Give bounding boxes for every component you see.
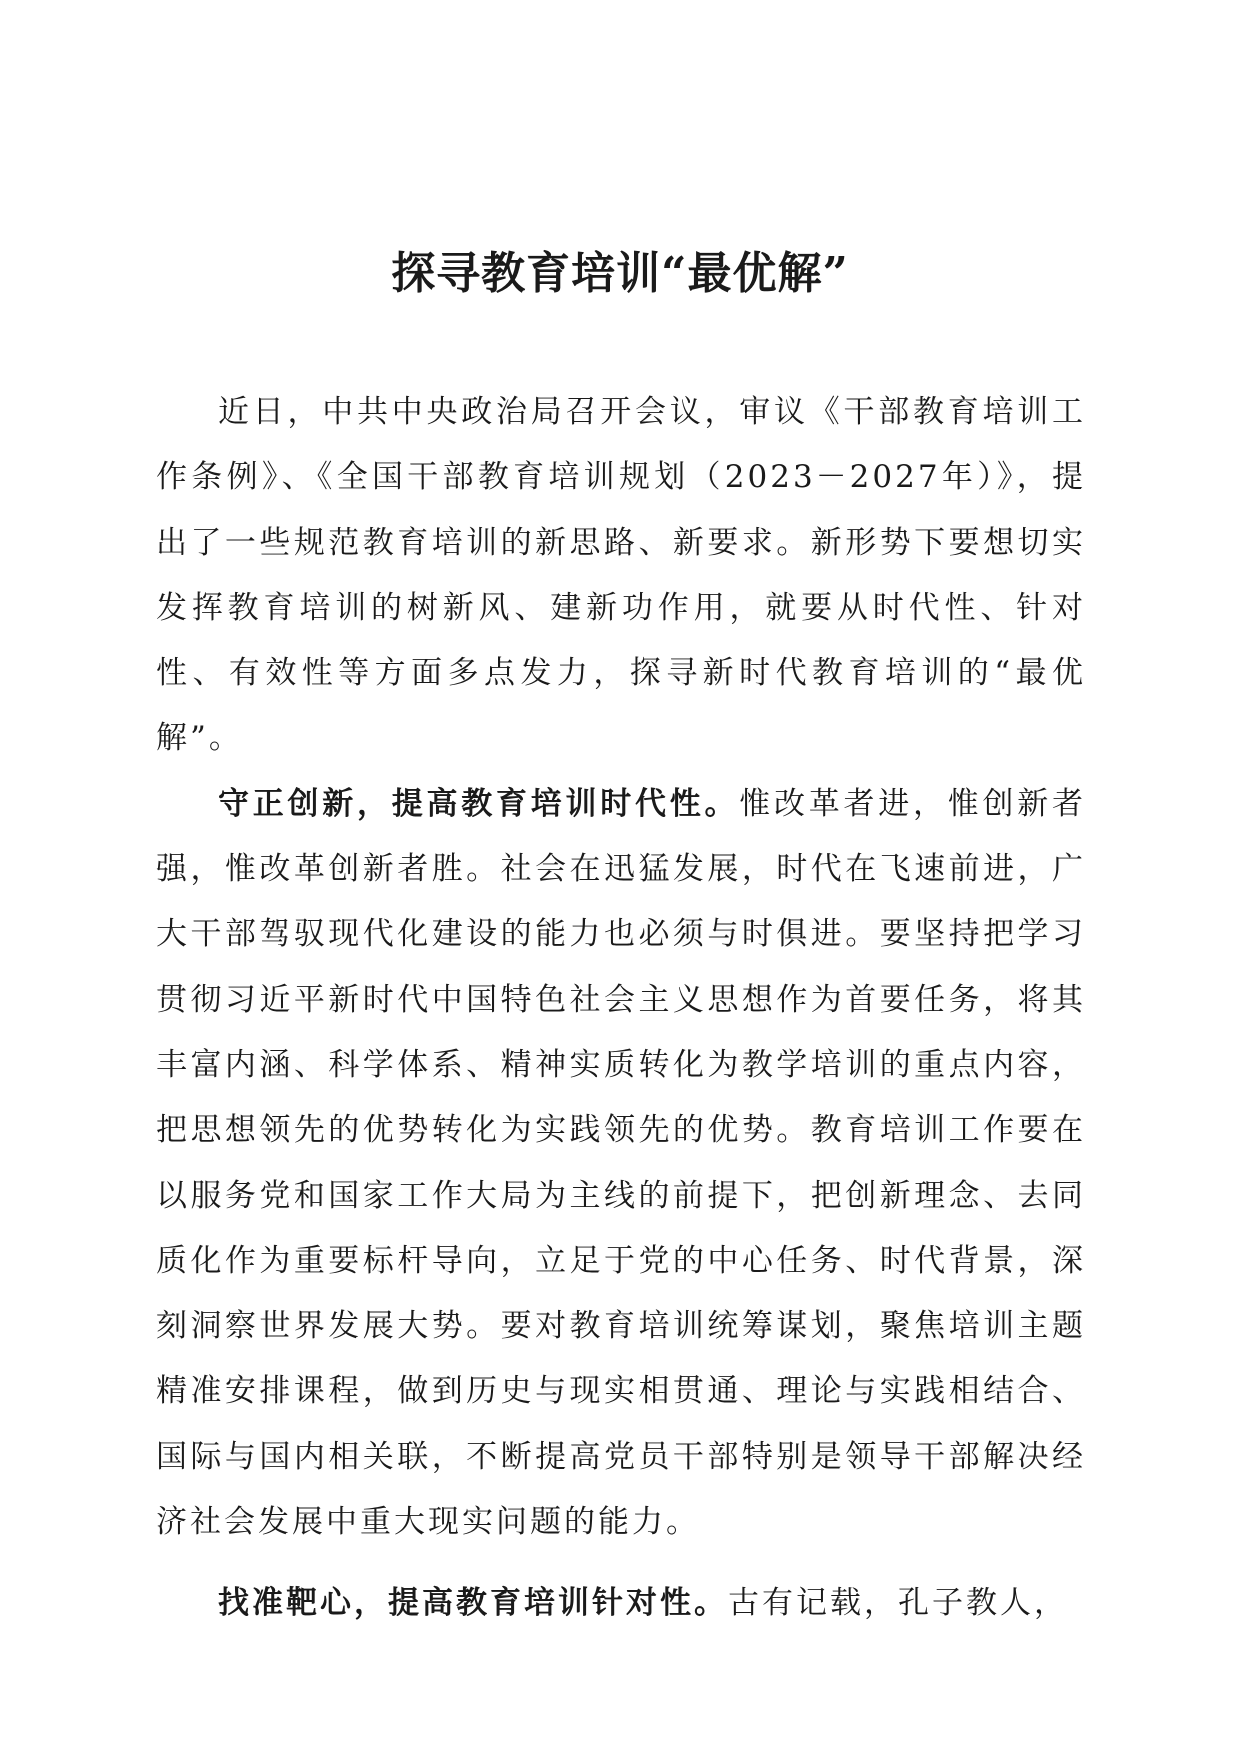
paragraph-innovation bbox=[156, 772, 1086, 1556]
document-title: 探寻教育培训“最优解” bbox=[391, 248, 849, 299]
paragraph-text: 近日，中共中央政治局召开会议，审议《干部教育培训工作条例》、《全国干部教育培训规划（2023－2027年）》，提出了一些规范教育培训的新思路、新要求。新形势下要想切实发挥教育培训的树新风、建新功作用，就要从时代性、针对性、有效性等方面多点发力，探寻新时代教育培训的“最优解”。 bbox=[156, 394, 1086, 757]
paragraph-lead: 找准靶心，提高教育培训针对性。 bbox=[218, 1585, 728, 1622]
paragraph-lead: 守正创新，提高教育培训时代性。 bbox=[218, 785, 740, 822]
document-body bbox=[156, 380, 1086, 1637]
paragraph-text: 古有记载，孔子教人， bbox=[728, 1585, 1068, 1622]
paragraph-text: 惟改革者进，惟创新者强，惟改革创新者胜。社会在迅猛发展，时代在飞速前进，广大干部驾驭现代化建设的能力也必须与时俱进。要坚持把学习贯彻习近平新时代中国特色社会主义思想作为首要任务，将其丰富内涵、科学体系、精神实质转化为教学培训的重点内容，把思想领先的优势转化为实践领先的优势。教育培训工作要在以服务党和国家工作大局为主线的前提下，把创新理念、去同质化作为重要标杆导向，立足于党的中心任务、时代背景，深刻洞察世界发展大势。要对教育培训统筹谋划，聚焦培训主题精准安排课程，做到历史与现实相贯通、理论与实践相结合、国际与国内相关联，不断提高党员干部特别是领导干部解决经济社会发展中重大现实问题的能力。 bbox=[156, 785, 1086, 1541]
paragraph-intro bbox=[156, 380, 1086, 772]
paragraph-target bbox=[156, 1571, 1086, 1636]
